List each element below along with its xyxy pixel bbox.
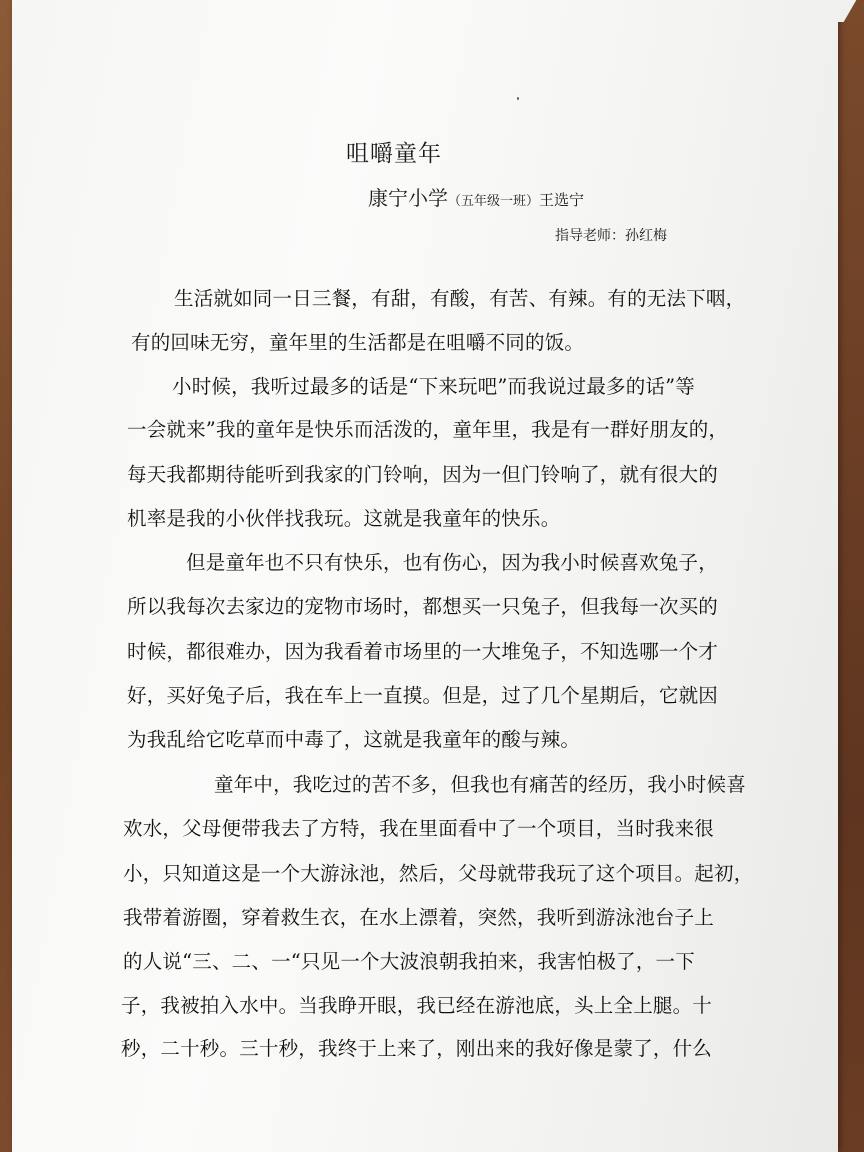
body-line: 为我乱给它吃草而中毒了，这就是我童年的酸与辣。 [127,728,581,751]
paper-speck [517,97,519,100]
byline [368,182,584,211]
body-line: 时候，都很难办，因为我看着市场里的一大堆兔子，不知选哪一个才 [127,640,719,663]
body-line: 欢水，父母便带我去了方特，我在里面看中了一个项目，当时我来很 [123,817,715,840]
essay-title: 咀嚼童年 [346,141,442,167]
body-line: 一会就来”我的童年是快乐而活泼的，童年里，我是有一群好朋友的， [127,418,729,441]
body-line: 秒，二十秒。三十秒，我终于上来了，刚出来的我好像是蒙了，什么 [121,1037,713,1060]
school-name: 康宁小学 [368,186,448,210]
body-line: 好，买好兔子后，我在车上一直摸。但是，过了几个星期后，它就因 [127,684,719,707]
teacher-credit: 指导老师：孙红梅 [555,228,667,244]
body-line: 小，只知道这是一个大游泳池，然后，父母就带我玩了这个项目。起初， [123,862,754,885]
body-line: 小时候，我听过最多的话是“下来玩吧”而我说过最多的话”等 [172,375,696,398]
body-line: 童年中，我吃过的苦不多，但我也有痛苦的经历，我小时候喜 [214,773,746,796]
body-line: 有的回味无穷，童年里的生活都是在咀嚼不同的饭。 [131,331,585,354]
class-info: （五年级一班） [448,194,540,209]
body-line: 生活就如同一日三餐，有甜，有酸，有苦、有辣。有的无法下咽， [174,287,746,310]
body-line: 的人说“三、二、一“只见一个大波浪朝我拍来，我害怕极了，一下 [123,950,695,973]
paper-sheet [12,0,838,1152]
body-line: 每天我都期待能听到我家的门铃响，因为一但门铃响了，就有很大的 [127,463,719,486]
body-line: 机率是我的小伙伴找我玩。这就是我童年的快乐。 [127,507,561,530]
body-line: 但是童年也不只有快乐，也有伤心，因为我小时候喜欢兔子， [186,551,718,574]
body-line: 所以我每次去家边的宠物市场时，都想买一只兔子，但我每一次买的 [127,595,719,618]
body-line: 我带着游圈，穿着救生衣，在水上漂着，突然，我听到游泳池台子上 [123,906,715,929]
desk-right-edge [834,0,864,1152]
body-line: 子，我被拍入水中。当我睁开眼，我已经在游池底，头上全上腿。十 [121,994,713,1017]
author-name: 王选宁 [539,191,585,209]
